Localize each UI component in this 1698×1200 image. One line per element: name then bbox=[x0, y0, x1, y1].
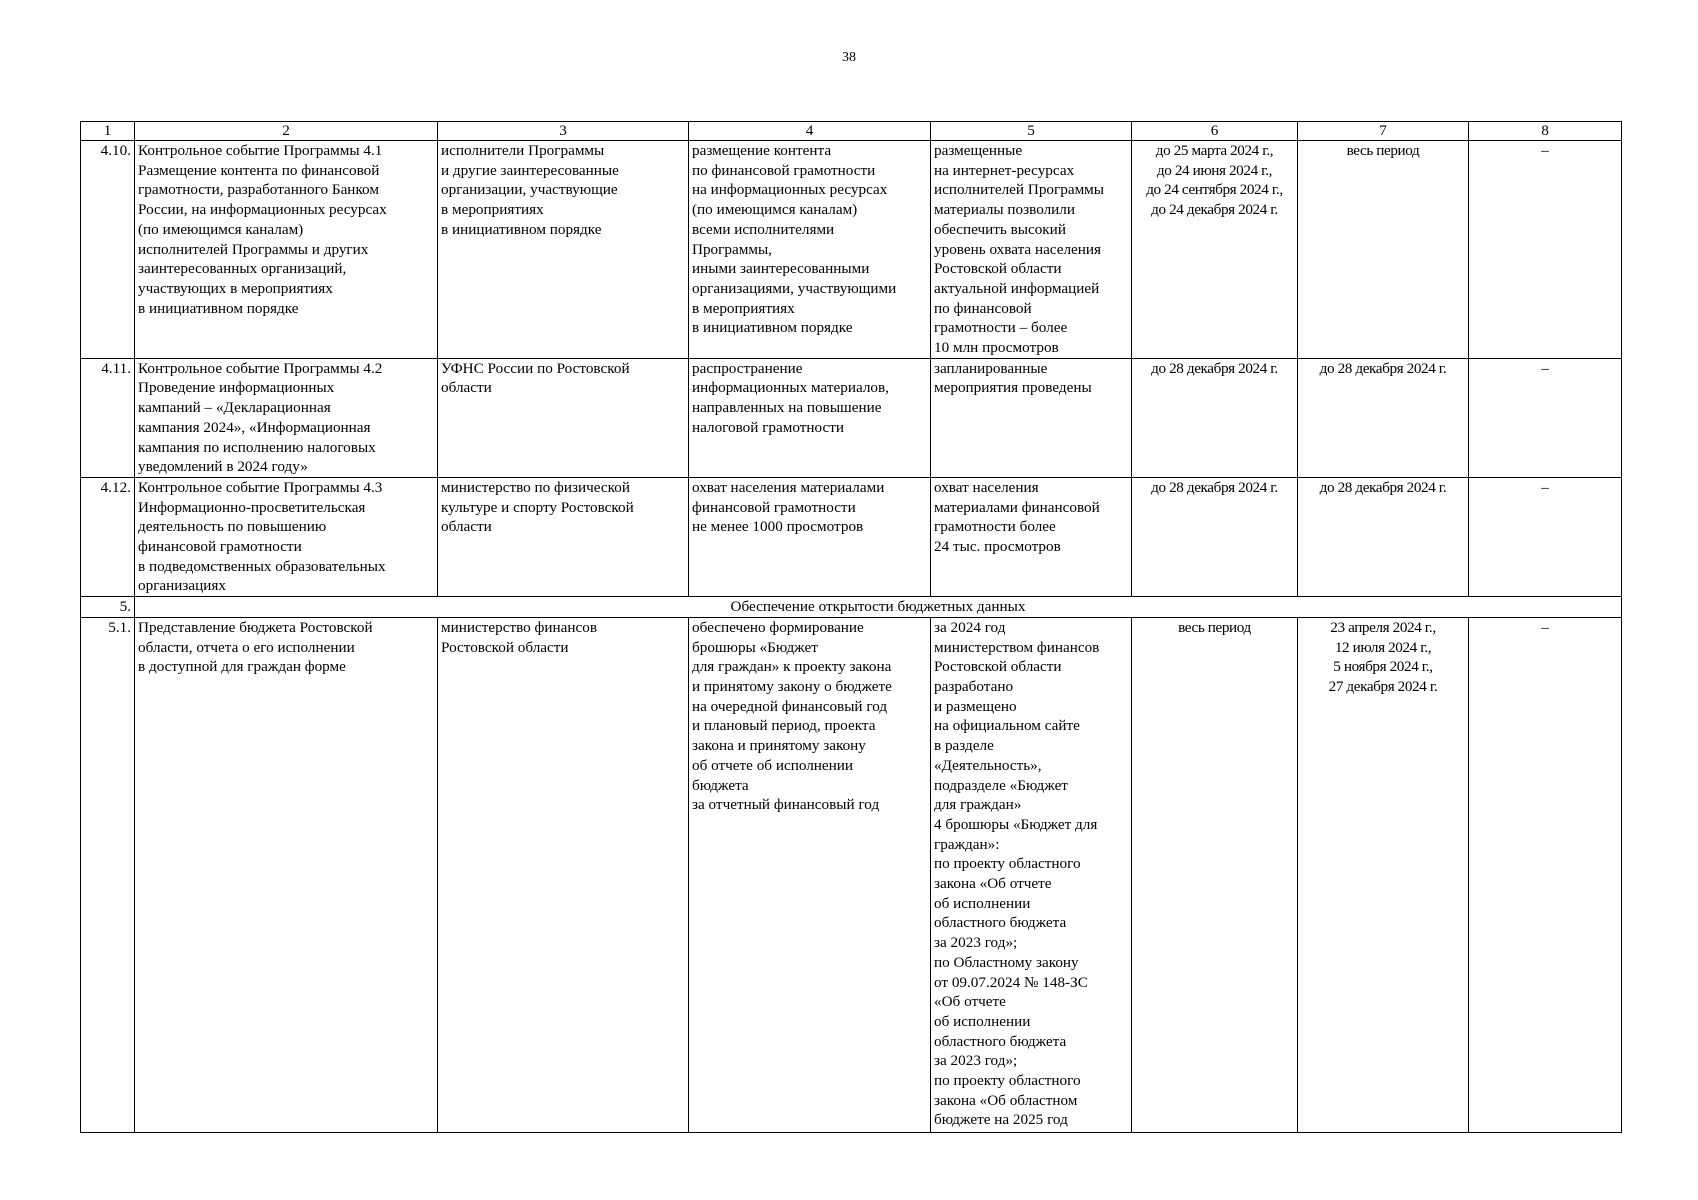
planned-date-cell bbox=[1132, 477, 1298, 596]
planned-date-cell bbox=[1132, 358, 1298, 477]
cell-line: актуальной информацией bbox=[934, 279, 1100, 297]
section-row bbox=[81, 597, 1622, 618]
cell-line: материалы позволили bbox=[934, 201, 1076, 219]
cell-line: и плановый период, проекта bbox=[692, 717, 876, 735]
cell-line: обеспечить высокий bbox=[934, 220, 1066, 238]
cell-line: обеспечено формирование bbox=[692, 618, 864, 636]
executor-cell bbox=[438, 617, 689, 1132]
column-number: 5 bbox=[931, 122, 1132, 141]
cell-line: исполнителей Программы bbox=[934, 181, 1104, 199]
cell-line: в подведомственных образовательных bbox=[138, 557, 386, 575]
cell-line: распространение bbox=[692, 359, 803, 377]
cell-line: размещенные bbox=[934, 142, 1023, 159]
column-number: 7 bbox=[1298, 122, 1469, 141]
page-number: 38 bbox=[842, 50, 856, 65]
cell-line: «Об отчете bbox=[934, 993, 1006, 1011]
expected-result-cell bbox=[689, 358, 931, 477]
cell-line: Информационно-просветительская bbox=[138, 498, 366, 516]
cell-line: за 2024 год bbox=[934, 618, 1006, 636]
cell-line: до 24 июня 2024 г., bbox=[1156, 161, 1273, 179]
column-number: 2 bbox=[135, 122, 438, 141]
cell-line: материалами финансовой bbox=[934, 498, 1100, 516]
cell-line: по финансовой bbox=[934, 299, 1032, 317]
cell-line: по проекту областного bbox=[934, 855, 1081, 873]
cell-line: области, отчета о его исполнении bbox=[138, 638, 355, 656]
cell-line: организации, участвующие bbox=[441, 181, 618, 199]
cell-line: по проекту областного bbox=[934, 1072, 1081, 1090]
cell-line: информационных материалов, bbox=[692, 379, 889, 397]
cell-line: исполнителей Программы и других bbox=[138, 240, 369, 258]
cell-line: и принятому закону о бюджете bbox=[692, 677, 892, 695]
cell-line: охват населения материалами bbox=[692, 478, 885, 496]
executor-cell bbox=[438, 358, 689, 477]
cell-line: министерство по физической bbox=[441, 478, 630, 496]
cell-line: закона и принятому закону bbox=[692, 737, 866, 755]
cell-line: до 25 марта 2024 г., bbox=[1155, 142, 1274, 159]
table-row bbox=[81, 477, 1622, 596]
executor-cell bbox=[438, 477, 689, 596]
cell-line: закона «Об отчете bbox=[934, 875, 1052, 893]
cell-line: Ростовской области bbox=[441, 638, 569, 656]
section-number: 5. bbox=[81, 597, 135, 618]
cell-line: для граждан» bbox=[934, 796, 1022, 814]
cell-line: на очередной финансовый год bbox=[692, 697, 888, 715]
cell-line: всеми исполнителями bbox=[692, 220, 835, 238]
cell-line: об исполнении bbox=[934, 894, 1031, 912]
cell-line: весь период bbox=[1178, 618, 1251, 636]
cell-line: кампания по исполнению налоговых bbox=[138, 438, 376, 456]
cell-line: разработано bbox=[934, 677, 1014, 695]
cell-line: 12 июля 2024 г., bbox=[1334, 638, 1432, 656]
cell-line: за отчетный финансовый год bbox=[692, 796, 880, 814]
actual-result-cell bbox=[931, 477, 1132, 596]
cell-line: за 2023 год»; bbox=[934, 1052, 1018, 1070]
cell-line: УФНС России по Ростовской bbox=[441, 359, 630, 377]
cell-line: Контрольное событие Программы 4.2 bbox=[138, 359, 383, 377]
actual-result-cell bbox=[931, 617, 1132, 1132]
cell-line: финансовой грамотности bbox=[692, 498, 856, 516]
event-name-cell bbox=[135, 617, 438, 1132]
cell-line: до 28 декабря 2024 г. bbox=[1319, 478, 1447, 496]
event-name-cell bbox=[135, 141, 438, 359]
note-cell: – bbox=[1469, 141, 1622, 359]
cell-line: Программы, bbox=[692, 240, 772, 258]
actual-date-cell bbox=[1298, 617, 1469, 1132]
cell-line: охват населения bbox=[934, 478, 1039, 496]
actual-result-cell bbox=[931, 358, 1132, 477]
cell-line: в разделе bbox=[934, 737, 994, 755]
column-number: 1 bbox=[81, 122, 135, 141]
note-cell: – bbox=[1469, 358, 1622, 477]
cell-line: весь период bbox=[1346, 142, 1420, 159]
cell-line: Представление бюджета Ростовской bbox=[138, 618, 373, 636]
cell-line: организациями, участвующими bbox=[692, 279, 897, 297]
cell-line: и другие заинтересованные bbox=[441, 161, 619, 179]
cell-line: России, на информационных ресурсах bbox=[138, 201, 387, 219]
cell-line: финансовой грамотности bbox=[138, 538, 302, 556]
cell-line: для граждан» к проекту закона bbox=[692, 658, 892, 676]
cell-line: иными заинтересованными bbox=[692, 260, 870, 278]
cell-line: министерство финансов bbox=[441, 618, 598, 636]
cell-line: культуре и спорту Ростовской bbox=[441, 498, 634, 516]
cell-line: направленных на повышение bbox=[692, 399, 882, 417]
cell-line: бюджете на 2025 год bbox=[934, 1111, 1068, 1129]
cell-line: 5 ноября 2024 г., bbox=[1333, 658, 1433, 676]
cell-line: в мероприятиях bbox=[441, 201, 544, 219]
executor-cell bbox=[438, 141, 689, 359]
cell-line: и размещено bbox=[934, 697, 1017, 715]
cell-line: запланированные bbox=[934, 359, 1048, 377]
cell-line: на информационных ресурсах bbox=[692, 181, 888, 199]
actual-date-cell bbox=[1298, 141, 1469, 359]
cell-line: до 24 сентября 2024 г., bbox=[1146, 181, 1283, 199]
cell-line: 24 тыс. просмотров bbox=[934, 538, 1061, 556]
cell-line: подразделе «Бюджет bbox=[934, 776, 1068, 794]
expected-result-cell bbox=[689, 141, 931, 359]
column-number-row bbox=[81, 122, 1622, 141]
cell-line: исполнители Программы bbox=[441, 142, 605, 159]
cell-line: закона «Об областном bbox=[934, 1091, 1078, 1109]
cell-line: за 2023 год»; bbox=[934, 934, 1018, 952]
table-row bbox=[81, 617, 1622, 1132]
cell-line: в инициативном порядке bbox=[138, 299, 299, 317]
cell-line: об исполнении bbox=[934, 1012, 1031, 1030]
row-number: 4.10. bbox=[81, 141, 135, 359]
cell-line: размещение контента bbox=[692, 142, 832, 159]
table-row bbox=[81, 141, 1622, 359]
cell-line: (по имеющимся каналам) bbox=[138, 220, 304, 238]
cell-line: Размещение контента по финансовой bbox=[138, 161, 380, 179]
row-number: 4.11. bbox=[81, 358, 135, 477]
cell-line: Контрольное событие Программы 4.3 bbox=[138, 478, 383, 496]
cell-line: 27 декабря 2024 г. bbox=[1328, 677, 1438, 695]
planned-date-cell bbox=[1132, 141, 1298, 359]
cell-line: организациях bbox=[138, 577, 226, 595]
cell-line: граждан»: bbox=[934, 835, 1000, 853]
cell-line: на официальном сайте bbox=[934, 717, 1080, 735]
cell-line: до 28 декабря 2024 г. bbox=[1319, 359, 1447, 377]
actual-date-cell bbox=[1298, 477, 1469, 596]
note-cell: – bbox=[1469, 477, 1622, 596]
actual-result-cell bbox=[931, 141, 1132, 359]
cell-line: не менее 1000 просмотров bbox=[692, 518, 864, 536]
note-cell: – bbox=[1469, 617, 1622, 1132]
cell-line: (по имеющимся каналам) bbox=[692, 201, 858, 219]
cell-line: в инициативном порядке bbox=[441, 220, 602, 238]
section-title: Обеспечение открытости бюджетных данных bbox=[135, 597, 1622, 618]
cell-line: 10 млн просмотров bbox=[934, 339, 1059, 357]
cell-line: областного бюджета bbox=[934, 914, 1067, 932]
column-number: 6 bbox=[1132, 122, 1298, 141]
actual-date-cell bbox=[1298, 358, 1469, 477]
cell-line: участвующих в мероприятиях bbox=[138, 279, 333, 297]
cell-line: уровень охвата населения bbox=[934, 240, 1102, 258]
row-number: 5.1. bbox=[81, 617, 135, 1132]
event-name-cell bbox=[135, 358, 438, 477]
cell-line: областного бюджета bbox=[934, 1032, 1067, 1050]
cell-line: грамотности – более bbox=[934, 319, 1068, 337]
cell-line: от 09.07.2024 № 148-ЗС bbox=[934, 973, 1088, 991]
cell-line: по Областному закону bbox=[934, 953, 1079, 971]
cell-line: об отчете об исполнении bbox=[692, 756, 854, 774]
cell-line: бюджета bbox=[692, 776, 749, 794]
cell-line: налоговой грамотности bbox=[692, 418, 845, 436]
cell-line: деятельность по повышению bbox=[138, 518, 327, 536]
table-row bbox=[81, 358, 1622, 477]
cell-line: уведомлений в 2024 году» bbox=[138, 458, 308, 476]
cell-line: 23 апреля 2024 г., bbox=[1330, 618, 1436, 636]
cell-line: Проведение информационных bbox=[138, 379, 335, 397]
cell-line: до 24 декабря 2024 г. bbox=[1151, 201, 1278, 219]
cell-line: Контрольное событие Программы 4.1 bbox=[138, 142, 383, 159]
cell-line: «Деятельность», bbox=[934, 756, 1042, 774]
row-number: 4.12. bbox=[81, 477, 135, 596]
cell-line: министерством финансов bbox=[934, 638, 1100, 656]
cell-line: Ростовской области bbox=[934, 260, 1062, 278]
plan-body bbox=[81, 122, 1622, 1133]
column-number: 4 bbox=[689, 122, 931, 141]
cell-line: области bbox=[441, 379, 492, 397]
planned-date-cell bbox=[1132, 617, 1298, 1132]
cell-line: 4 брошюры «Бюджет для bbox=[934, 815, 1098, 833]
cell-line: грамотности, разработанного Банком bbox=[138, 181, 379, 199]
cell-line: грамотности более bbox=[934, 518, 1056, 536]
expected-result-cell bbox=[689, 477, 931, 596]
cell-line: на интернет-ресурсах bbox=[934, 161, 1075, 179]
column-number: 8 bbox=[1469, 122, 1622, 141]
cell-line: в доступной для граждан форме bbox=[138, 658, 346, 676]
cell-line: Ростовской области bbox=[934, 658, 1062, 676]
plan-table bbox=[80, 121, 1622, 1133]
column-number: 3 bbox=[438, 122, 689, 141]
cell-line: области bbox=[441, 518, 492, 536]
cell-line: до 28 декабря 2024 г. bbox=[1151, 359, 1278, 377]
cell-line: кампания 2024», «Информационная bbox=[138, 418, 371, 436]
cell-line: заинтересованных организаций, bbox=[138, 260, 347, 278]
cell-line: до 28 декабря 2024 г. bbox=[1151, 478, 1278, 496]
cell-line: брошюры «Бюджет bbox=[692, 638, 818, 656]
cell-line: по финансовой грамотности bbox=[692, 161, 876, 179]
expected-result-cell bbox=[689, 617, 931, 1132]
cell-line: в мероприятиях bbox=[692, 299, 795, 317]
cell-line: мероприятия проведены bbox=[934, 379, 1092, 397]
cell-line: кампаний – «Декларационная bbox=[138, 399, 331, 417]
event-name-cell bbox=[135, 477, 438, 596]
cell-line: в инициативном порядке bbox=[692, 319, 853, 337]
